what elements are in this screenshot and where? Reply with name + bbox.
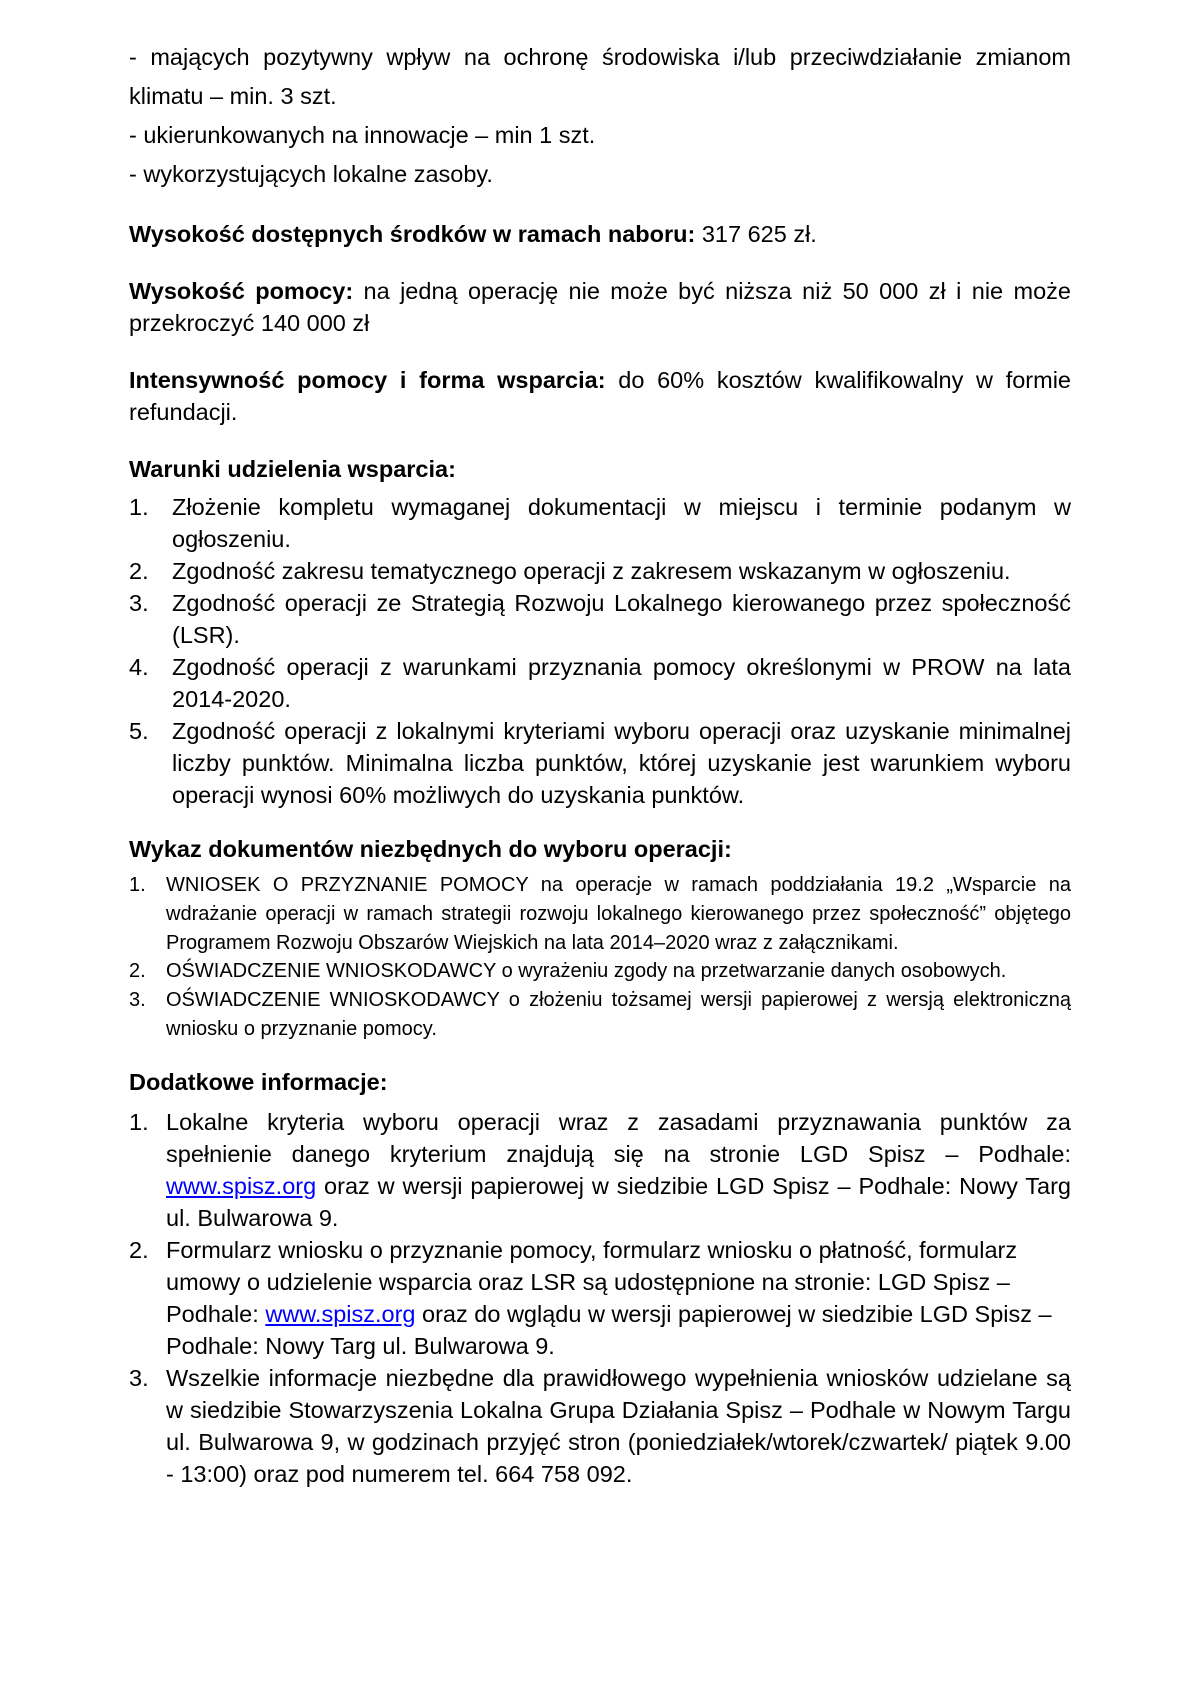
list-text: Złożenie kompletu wymaganej dokumentacji w miejscu i terminie podanym w ogłoszeniu. xyxy=(172,494,1071,552)
intro-line: - ukierunkowanych na innowacje – min 1 szt. xyxy=(129,122,596,148)
list-item xyxy=(129,651,1071,715)
documents-list xyxy=(129,871,1071,1044)
list-number: 1. xyxy=(129,874,146,896)
list-text: Zgodność zakresu tematycznego operacji z zakresem wskazanym w ogłoszeniu. xyxy=(172,558,1011,584)
list-number: 4. xyxy=(129,654,149,680)
intro-line: - mających pozytywny wpływ na ochronę środowiska i/lub przeciwdziałanie zmianom xyxy=(129,44,1071,70)
document-page xyxy=(129,38,1071,1490)
funds-label: Wysokość dostępnych środków w ramach naboru: xyxy=(129,221,696,247)
intensity-label: Intensywność pomocy i forma wsparcia: xyxy=(129,367,606,393)
list-number: 1. xyxy=(129,1108,149,1135)
list-number: 1. xyxy=(129,494,149,520)
list-text: WNIOSEK O PRZYZNANIE POMOCY na operacje w ramach poddziałania 19.2 „Wsparcie na wdrażanie operacji w ramach strategii rozwoju lokalnego kierowanego przez społeczność” objętego Programem Rozwoju Obszarów Wiejskich na lata 2014–2020 wraz z załącznikami. xyxy=(166,874,1071,954)
list-item xyxy=(129,957,1071,986)
website-link[interactable]: www.spisz.org xyxy=(265,1300,416,1327)
additional-heading: Dodatkowe informacje: xyxy=(129,1068,388,1095)
list-text: OŚWIADCZENIE WNIOSKODAWCY o złożeniu tożsamej wersji papierowej z wersją elektroniczną wniosku o przyznanie pomocy. xyxy=(166,989,1071,1040)
list-item xyxy=(129,1362,1071,1490)
funds-value: 317 625 zł. xyxy=(695,221,817,247)
intro-list xyxy=(129,38,1071,194)
list-number: 5. xyxy=(129,718,149,744)
documents-heading: Wykaz dokumentów niezbędnych do wyboru operacji: xyxy=(129,836,732,862)
aid-label: Wysokość pomocy: xyxy=(129,278,354,304)
intro-line: klimatu – min. 3 szt. xyxy=(129,83,337,109)
list-number: 3. xyxy=(129,989,146,1012)
list-item xyxy=(129,871,1071,957)
list-item xyxy=(129,491,1071,555)
list-number: 2. xyxy=(129,1236,149,1263)
aid-paragraph xyxy=(129,275,1071,339)
list-item xyxy=(129,1106,1071,1234)
list-item xyxy=(129,1234,1071,1362)
list-text: Zgodność operacji z lokalnymi kryteriami wyboru operacji oraz uzyskanie minimalnej liczby punktów. Minimalna liczba punktów, której uzyskanie jest warunkiem wyboru operacji wynosi 60% możliwych do uzyskania punktów. xyxy=(172,718,1071,808)
list-text: Wszelkie informacje niezbędne dla prawidłowego wypełnienia wniosków udzielane są w siedzibie Stowarzyszenia Lokalna Grupa Działania Spisz – Podhale w Nowym Targu ul. Bulwarowa 9, w godzinach przyjęć stron (poniedziałek/wtorek/czwartek/ piątek 9.00 - 13:00) oraz pod numerem tel. 664 758 092. xyxy=(166,1364,1071,1487)
conditions-list xyxy=(129,491,1071,811)
intro-line: - wykorzystujących lokalne zasoby. xyxy=(129,161,493,187)
list-text: Zgodność operacji z warunkami przyznania pomocy określonymi w PROW na lata 2014-2020. xyxy=(172,654,1071,712)
intensity-value: do 60% kosztów kwalifikowalny w formie refundacji. xyxy=(129,367,1071,425)
list-text: Lokalne kryteria wyboru operacji wraz z zasadami przyznawania punktów za spełnienie danego kryterium znajdują się na stronie LGD Spisz – Podhale: xyxy=(166,1108,1071,1167)
aid-value: na jedną operację nie może być niższa niż 50 000 zł i nie może przekroczyć 140 000 zł xyxy=(129,278,1071,336)
website-link[interactable]: www.spisz.org xyxy=(166,1172,317,1199)
list-number: 2. xyxy=(129,960,146,983)
list-item xyxy=(129,555,1071,587)
list-item xyxy=(129,587,1071,651)
list-number: 2. xyxy=(129,558,149,584)
list-text: oraz do wglądu w wersji papierowej w siedzibie LGD Spisz – Podhale: Nowy Targ ul. Bulwarowa 9. xyxy=(166,1300,1052,1359)
conditions-heading: Warunki udzielenia wsparcia: xyxy=(129,456,456,482)
list-number: 3. xyxy=(129,1364,149,1391)
list-text: oraz w wersji papierowej w siedzibie LGD Spisz – Podhale: Nowy Targ ul. Bulwarowa 9. xyxy=(166,1172,1071,1231)
additional-list xyxy=(129,1106,1071,1490)
list-item xyxy=(129,715,1071,811)
list-number: 3. xyxy=(129,590,149,616)
list-item xyxy=(129,986,1071,1044)
list-text: Zgodność operacji ze Strategią Rozwoju Lokalnego kierowanego przez społeczność (LSR). xyxy=(172,590,1071,648)
list-text: OŚWIADCZENIE WNIOSKODAWCY o wyrażeniu zgody na przetwarzanie danych osobowych. xyxy=(166,960,1007,983)
list-text: Formularz wniosku o przyznanie pomocy, formularz wniosku o płatność, formularz umowy o udzielenie wsparcia oraz LSR są udostępnione na stronie: LGD Spisz – Podhale: xyxy=(166,1236,1018,1327)
funds-paragraph xyxy=(129,218,1071,250)
intensity-paragraph xyxy=(129,364,1071,428)
